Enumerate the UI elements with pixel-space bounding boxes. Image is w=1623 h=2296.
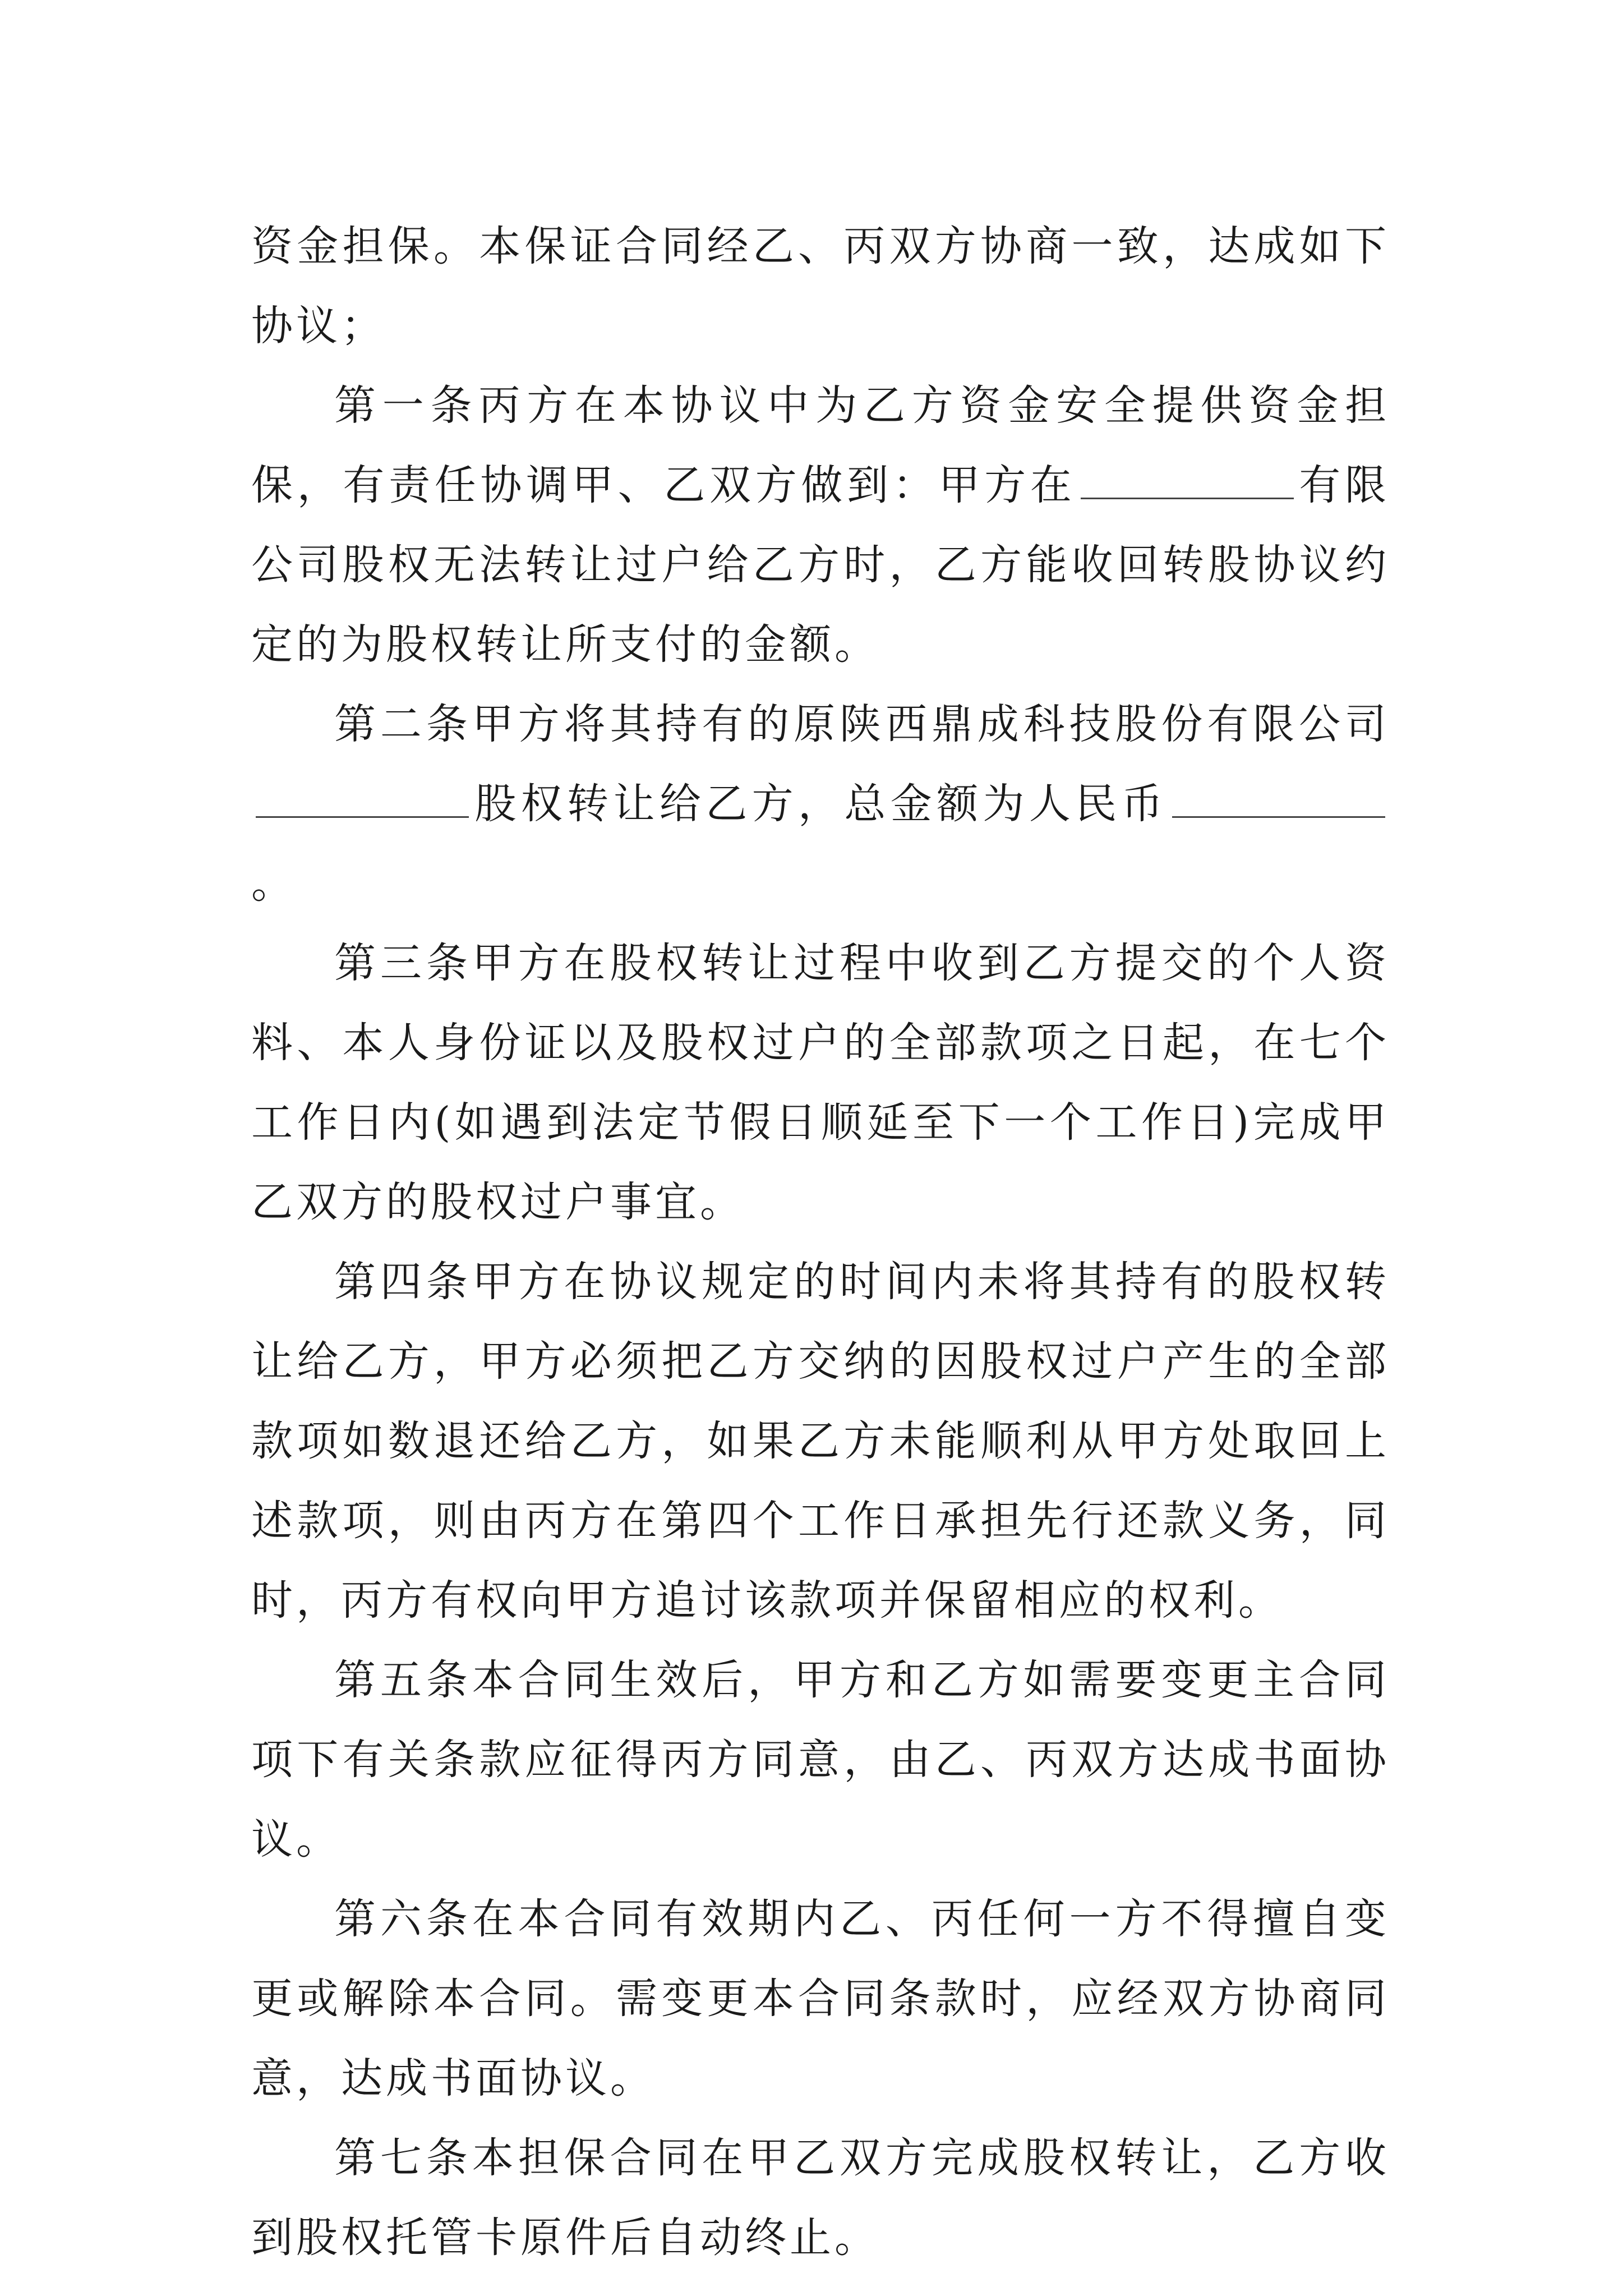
paragraph-article-5 [251,1640,1390,1879]
paragraph-text: 第七条本担保合同在甲乙双方完成股权转让，乙方收到股权托管卡原件后自动终止。 [251,2134,1390,2262]
paragraph-text: 。 [251,859,296,908]
paragraph-text: 资金担保。本保证合同经乙、丙双方协商一致，达成如下协议； [251,222,1390,350]
paragraph-article-1 [251,366,1390,684]
paragraph-preamble-continuation [251,206,1390,366]
paragraph-text: 股权转让给乙方，总金额为人民币 [473,780,1168,828]
paragraph-article-2 [251,684,1390,923]
share-amount-blank [256,816,469,818]
paragraph-text: 第二条甲方将其持有的原陕西鼎成科技股份有限公司 [334,700,1390,748]
paragraph-text: 第四条甲方在协议规定的时间内未将其持有的股权转让给乙方，甲方必须把乙方交纳的因股权过户产生的全部款项如数退还给乙方，如果乙方未能顺利从甲方处取回上述款项，则由丙方在第四个工作日承担先行还款义务，同时，丙方有权向甲方追讨该款项并保留相应的权利。 [251,1258,1390,1625]
paragraph-article-3 [251,923,1390,1242]
company-name-blank [1081,497,1294,499]
paragraph-article-7 [251,2118,1390,2277]
paragraph-text: 第三条甲方在股权转让过程中收到乙方提交的个人资料、本人身份证以及股权过户的全部款项之日起，在七个工作日内(如遇到法定节假日顺延至下一个工作日)完成甲乙双方的股权过户事宜。 [251,939,1390,1226]
paragraph-text: 第五条本合同生效后，甲方和乙方如需要变更主合同项下有关条款应征得丙方同意，由乙、丙双方达成书面协议。 [251,1656,1390,1864]
document-body [251,206,1390,2277]
paragraph-text: 第一条丙方在本协议中为乙方资金安全提供资金担保，有责任协调甲、乙双方做到：甲方在 [251,381,1390,509]
paragraph-text: 有限公司股权无法转让过户给乙方时，乙方能收回转股协议约定的为股权转让所支付的金额。 [251,461,1390,669]
paragraph-text: 第六条在本合同有效期内乙、丙任何一方不得擅自变更或解除本合同。需变更本合同条款时，应经双方协商同意，达成书面协议。 [251,1895,1390,2102]
total-amount-blank [1172,816,1385,818]
paragraph-article-4 [251,1242,1390,1640]
paragraph-article-6 [251,1879,1390,2118]
